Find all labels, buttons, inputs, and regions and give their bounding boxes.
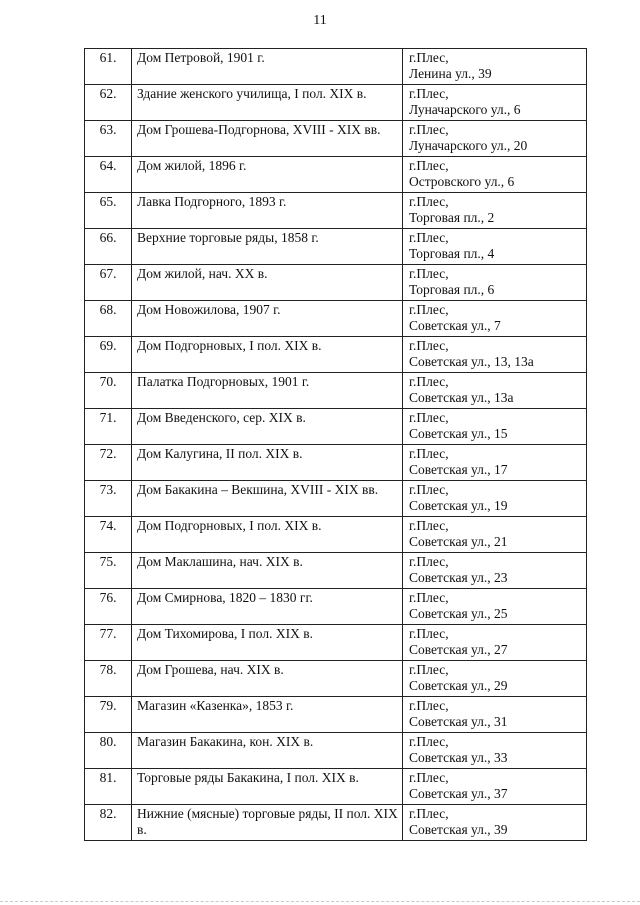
monument-name: Дом Тихомирова, I пол. XIX в. [132,625,403,661]
row-number: 82. [85,805,132,841]
monument-address [403,301,587,337]
table-row [85,409,587,445]
row-number: 70. [85,373,132,409]
scan-edge-line [0,901,640,902]
monument-name: Дом Грошева-Подгорнова, XVIII - XIX вв. [132,121,403,157]
monument-address [403,517,587,553]
monument-name: Дом Петровой, 1901 г. [132,49,403,85]
row-number: 61. [85,49,132,85]
table-row [85,229,587,265]
table-row [85,553,587,589]
table-row [85,805,587,841]
monument-address [403,229,587,265]
address-city: г.Плес, [409,194,449,209]
monument-address [403,85,587,121]
address-city: г.Плес, [409,698,449,713]
monument-address [403,121,587,157]
table-row [85,301,587,337]
monument-name: Дом Маклашина, нач. XIX в. [132,553,403,589]
address-street: Луначарского ул., 20 [409,138,528,153]
address-city: г.Плес, [409,806,449,821]
row-number: 69. [85,337,132,373]
address-city: г.Плес, [409,374,449,389]
monument-name: Дом Грошева, нач. XIX в. [132,661,403,697]
address-city: г.Плес, [409,410,449,425]
monument-address [403,625,587,661]
address-street: Советская ул., 23 [409,570,508,585]
monument-name: Нижние (мясные) торговые ряды, II пол. XIX в. [132,805,403,841]
page-number: 11 [313,13,327,28]
row-number: 67. [85,265,132,301]
table-row [85,661,587,697]
table-row [85,589,587,625]
table-row [85,265,587,301]
monument-address [403,193,587,229]
row-number: 80. [85,733,132,769]
monument-address [403,661,587,697]
address-city: г.Плес, [409,554,449,569]
address-street: Островского ул., 6 [409,174,515,189]
address-street: Луначарского ул., 6 [409,102,521,117]
table-row [85,769,587,805]
monument-name: Дом Введенского, сер. XIX в. [132,409,403,445]
row-number: 64. [85,157,132,193]
table-row [85,481,587,517]
row-number: 78. [85,661,132,697]
address-city: г.Плес, [409,482,449,497]
row-number: 79. [85,697,132,733]
table-row [85,445,587,481]
table-row [85,733,587,769]
row-number: 76. [85,589,132,625]
monument-address [403,589,587,625]
monument-name: Дом Калугина, II пол. XIX в. [132,445,403,481]
address-city: г.Плес, [409,122,449,137]
row-number: 74. [85,517,132,553]
row-number: 81. [85,769,132,805]
table-row [85,697,587,733]
monument-name: Дом Бакакина – Векшина, XVIII - XIX вв. [132,481,403,517]
table-row [85,625,587,661]
table-row [85,157,587,193]
table-row [85,337,587,373]
monument-address [403,805,587,841]
row-number: 71. [85,409,132,445]
monument-address [403,697,587,733]
row-number: 63. [85,121,132,157]
address-street: Советская ул., 29 [409,678,508,693]
address-city: г.Плес, [409,266,449,281]
monument-address [403,265,587,301]
monument-name: Дом жилой, 1896 г. [132,157,403,193]
address-street: Советская ул., 39 [409,822,508,837]
address-city: г.Плес, [409,446,449,461]
address-city: г.Плес, [409,590,449,605]
table-row [85,121,587,157]
monument-name: Здание женского училища, I пол. XIX в. [132,85,403,121]
monument-address [403,157,587,193]
address-street: Советская ул., 33 [409,750,508,765]
monument-name: Дом Смирнова, 1820 – 1830 гг. [132,589,403,625]
monument-address [403,733,587,769]
row-number: 66. [85,229,132,265]
monument-address [403,337,587,373]
address-city: г.Плес, [409,86,449,101]
monument-name: Палатка Подгорновых, 1901 г. [132,373,403,409]
monument-address [403,49,587,85]
monument-address [403,553,587,589]
monuments-table-body [85,49,587,841]
row-number: 77. [85,625,132,661]
address-city: г.Плес, [409,230,449,245]
address-street: Советская ул., 7 [409,318,501,333]
address-city: г.Плес, [409,50,449,65]
monument-name: Дом жилой, нач. XX в. [132,265,403,301]
address-street: Торговая пл., 2 [409,210,495,225]
monument-name: Верхние торговые ряды, 1858 г. [132,229,403,265]
address-street: Ленина ул., 39 [409,66,492,81]
row-number: 65. [85,193,132,229]
address-street: Советская ул., 13, 13а [409,354,534,369]
table-row [85,49,587,85]
monument-address [403,409,587,445]
monument-address [403,769,587,805]
address-street: Советская ул., 27 [409,642,508,657]
monument-name: Магазин Бакакина, кон. XIX в. [132,733,403,769]
address-street: Советская ул., 13а [409,390,514,405]
address-city: г.Плес, [409,158,449,173]
monument-name: Дом Подгорновых, I пол. XIX в. [132,337,403,373]
monument-name: Магазин «Казенка», 1853 г. [132,697,403,733]
monument-address [403,445,587,481]
row-number: 72. [85,445,132,481]
monument-address [403,373,587,409]
address-street: Советская ул., 37 [409,786,508,801]
row-number: 68. [85,301,132,337]
monument-name: Лавка Подгорного, 1893 г. [132,193,403,229]
row-number: 75. [85,553,132,589]
address-street: Советская ул., 31 [409,714,508,729]
address-street: Советская ул., 25 [409,606,508,621]
address-city: г.Плес, [409,338,449,353]
address-city: г.Плес, [409,518,449,533]
address-street: Торговая пл., 4 [409,246,495,261]
address-city: г.Плес, [409,662,449,677]
address-street: Советская ул., 15 [409,426,508,441]
address-city: г.Плес, [409,626,449,641]
address-street: Советская ул., 17 [409,462,508,477]
monument-name: Дом Подгорновых, I пол. XIX в. [132,517,403,553]
address-street: Советская ул., 21 [409,534,508,549]
table-row [85,193,587,229]
row-number: 73. [85,481,132,517]
row-number: 62. [85,85,132,121]
address-street: Торговая пл., 6 [409,282,495,297]
table-row [85,517,587,553]
monument-name: Торговые ряды Бакакина, I пол. XIX в. [132,769,403,805]
address-city: г.Плес, [409,770,449,785]
table-row [85,85,587,121]
table-row [85,373,587,409]
monument-name: Дом Новожилова, 1907 г. [132,301,403,337]
address-city: г.Плес, [409,734,449,749]
address-street: Советская ул., 19 [409,498,508,513]
monuments-table [84,48,587,841]
monument-address [403,481,587,517]
address-city: г.Плес, [409,302,449,317]
